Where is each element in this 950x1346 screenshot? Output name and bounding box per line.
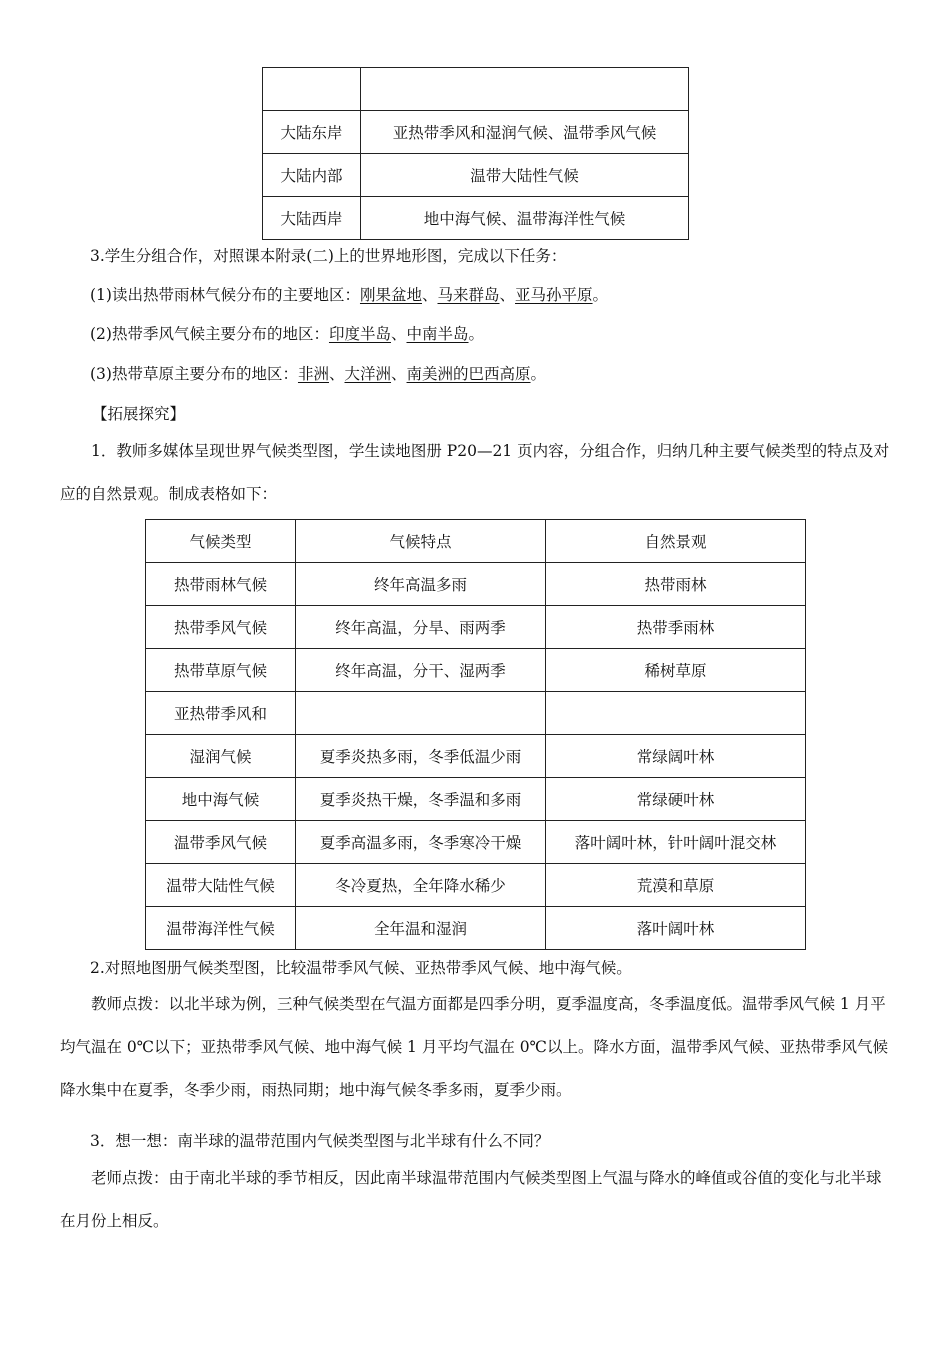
table-cell: 地中海气候、温带海洋性气候	[361, 197, 689, 240]
table-cell: 终年高温，分旱、雨两季	[296, 606, 546, 649]
column-header: 气候特点	[296, 520, 546, 563]
table-cell: 常绿硬叶林	[546, 778, 806, 821]
table-cell: 夏季炎热干燥，冬季温和多雨	[296, 778, 546, 821]
table-cell: 亚热带季风和湿润气候、温带季风气候	[361, 111, 689, 154]
task3-question-1	[90, 283, 608, 305]
answer-indochina-peninsula: 中南半岛	[406, 325, 469, 343]
extension-3-tip	[60, 1157, 892, 1243]
table-cell: 终年高温，分干、湿两季	[296, 649, 546, 692]
table-cell: 终年高温多雨	[296, 563, 546, 606]
extension-2-tip-content: 教师点拨：以北半球为例，三种气候类型在气温方面都是四季分明，夏季温度高，冬季温度低。温带季风气候 1 月平均气温在 0℃以下；亚热带季风气候、地中海气候 1 月平均气温在 0℃以上。降水方面，温带季风气候、亚热带季风气候降水集中在夏季，冬季少雨，雨热同期；地中海气候冬季多雨，夏季少雨。	[60, 995, 888, 1099]
table-cell: 温带大陆性气候	[146, 864, 296, 907]
separator: 、	[390, 325, 407, 343]
q2-prefix: (2)热带季风气候主要分布的地区：	[90, 325, 329, 343]
table-cell: 湿润气候	[146, 735, 296, 778]
answer-africa: 非洲	[297, 365, 329, 383]
answer-indian-peninsula: 印度半岛	[328, 325, 391, 343]
q1-prefix: (1)读出热带雨林气候分布的主要地区：	[90, 286, 360, 304]
answer-amazon-plain: 亚马孙平原	[515, 286, 593, 304]
table-cell: 地中海气候	[146, 778, 296, 821]
extension-3-text: 3．想一想：南半球的温带范围内气候类型图与北半球有什么不同？	[90, 1132, 550, 1150]
table-cell: 大陆内部	[263, 154, 361, 197]
table-row	[146, 821, 806, 864]
table-cell: 热带雨林	[546, 563, 806, 606]
task3-question-3	[90, 362, 546, 384]
answer-brazilian-highlands: 南美洲的巴西高原	[406, 365, 531, 383]
table-row	[146, 778, 806, 821]
table-row	[146, 692, 806, 735]
answer-oceania: 大洋洲	[344, 365, 392, 383]
period: 。	[530, 365, 547, 383]
table-cell	[546, 692, 806, 735]
table-row	[263, 197, 689, 240]
table-row	[146, 649, 806, 692]
table-cell: 热带雨林气候	[146, 563, 296, 606]
table-cell	[263, 68, 361, 111]
table-cell: 冬冷夏热，全年降水稀少	[296, 864, 546, 907]
table-cell: 大陆西岸	[263, 197, 361, 240]
separator: 、	[421, 286, 438, 304]
task3-intro: 3.学生分组合作，对照课本附录(二)上的世界地形图，完成以下任务：	[90, 247, 567, 265]
table-cell: 稀树草原	[546, 649, 806, 692]
table-row	[146, 606, 806, 649]
extension-2-text: 2.对照地图册气候类型图，比较温带季风气候、亚热带季风气候、地中海气候。	[90, 959, 632, 977]
extension-2-tip	[60, 983, 892, 1112]
separator: 、	[391, 365, 407, 383]
table-row	[146, 907, 806, 950]
table-row	[146, 735, 806, 778]
table-cell: 温带大陆性气候	[361, 154, 689, 197]
table-cell	[296, 692, 546, 735]
table-cell: 夏季高温多雨，冬季寒冷干燥	[296, 821, 546, 864]
period: 。	[592, 286, 609, 304]
separator: 、	[499, 286, 516, 304]
answer-congo-basin: 刚果盆地	[359, 286, 422, 304]
answer-malay-archipelago: 马来群岛	[437, 286, 500, 304]
climate-distribution-table	[262, 67, 689, 240]
period: 。	[468, 325, 485, 343]
table-cell: 大陆东岸	[263, 111, 361, 154]
climate-features-table	[145, 519, 806, 950]
table-cell: 温带季风气候	[146, 821, 296, 864]
table-cell: 落叶阔叶林，针叶阔叶混交林	[546, 821, 806, 864]
table-row	[263, 111, 689, 154]
extension-1-content: 1．教师多媒体呈现世界气候类型图，学生读地图册 P20—21 页内容，分组合作，归纳几种主要气候类型的特点及对应的自然景观。制成表格如下：	[60, 442, 890, 503]
table-cell: 热带季风气候	[146, 606, 296, 649]
section-title: 【拓展探究】	[92, 405, 186, 423]
table-row	[263, 68, 689, 111]
extension-3-tip-content: 老师点拨：由于南北半球的季节相反，因此南半球温带范围内气候类型图上气温与降水的峰值或谷值的变化与北半球在月份上相反。	[60, 1169, 882, 1230]
separator: 、	[328, 365, 345, 383]
table-row	[263, 154, 689, 197]
table-row	[146, 563, 806, 606]
table-cell	[361, 68, 689, 111]
table-cell: 全年温和湿润	[296, 907, 546, 950]
extension-1-text	[60, 430, 892, 516]
table-cell: 夏季炎热多雨，冬季低温少雨	[296, 735, 546, 778]
column-header: 气候类型	[146, 520, 296, 563]
table-cell: 热带季雨林	[546, 606, 806, 649]
q3-prefix: (3)热带草原主要分布的地区：	[90, 365, 298, 383]
column-header: 自然景观	[546, 520, 806, 563]
table-cell: 落叶阔叶林	[546, 907, 806, 950]
table-header-row	[146, 520, 806, 563]
table-cell: 常绿阔叶林	[546, 735, 806, 778]
task3-question-2	[90, 322, 484, 344]
table-cell: 温带海洋性气候	[146, 907, 296, 950]
table-row	[146, 864, 806, 907]
table-cell: 亚热带季风和	[146, 692, 296, 735]
table-cell: 热带草原气候	[146, 649, 296, 692]
table-cell: 荒漠和草原	[546, 864, 806, 907]
